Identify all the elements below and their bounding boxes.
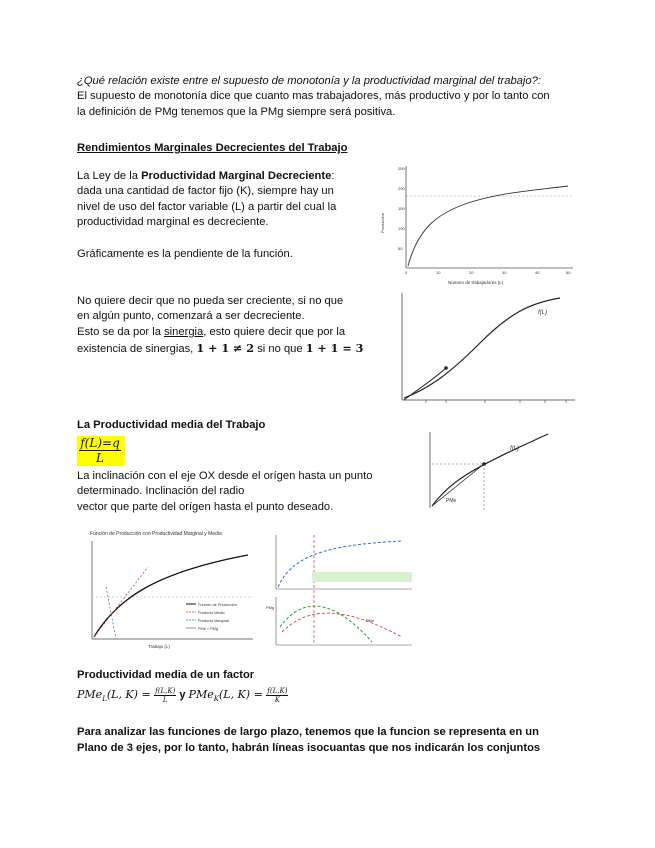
section1-p1-line4: productividad marginal es decreciente.: [77, 216, 269, 228]
figure-s-curve: [390, 288, 580, 414]
pme-l-fraction: [154, 687, 176, 704]
fig1-xtick: 30: [502, 270, 507, 275]
formula-denominator: L: [96, 451, 104, 465]
section1-p2: Gráficamente es la pendiente de la función.: [77, 248, 293, 260]
fig1-xlabel: Número de trabajadores (L): [448, 280, 504, 285]
pme-k-frac-num: f(L,K): [267, 686, 288, 695]
fig2-curve-label: f(L): [538, 310, 547, 316]
section1-p1-line2: dada una cantidad de factor fijo (K), siempre hay un: [77, 185, 334, 197]
fig5-label: PMe: [366, 618, 375, 623]
p1-text-post: :: [331, 170, 335, 182]
fig1-curve: [408, 186, 568, 266]
p3-line4-pre: existencia de sinergias,: [77, 343, 197, 355]
section2-heading: La Productividad media del Trabajo: [77, 419, 266, 431]
section1-heading: Rendimientos Marginales Decrecientes del Trabajo: [77, 142, 348, 154]
section1-p3-line1: No quiere decir que no pueda ser creciente, si no que: [77, 295, 344, 307]
fig4-xlabel: Trabajo (L): [148, 644, 170, 649]
fig1-ytick: 200: [398, 186, 405, 191]
figure-two-panel: [262, 527, 417, 650]
section1-p1-line3: nivel de uso del factor variable (L) a partir del cual la: [77, 201, 337, 213]
fig4-average-line: [94, 567, 148, 637]
pme-l-frac-den: L: [162, 695, 168, 704]
p3-text-pre: Esto se da por la: [77, 326, 165, 338]
fig4-legend-item: PMe = PMg: [198, 627, 218, 631]
pme-k-fraction: [266, 687, 288, 704]
fig2-tangent: [404, 368, 446, 400]
fig2-point: [444, 366, 448, 370]
section1-p3-line3: [77, 325, 345, 340]
fig5-pme-curve: [282, 613, 402, 637]
pme-k-frac-den: K: [274, 695, 280, 704]
fig3-curve-label: f(L): [510, 446, 519, 452]
fig1-ytick: 150: [398, 206, 405, 211]
section2-p-line2: determinado. Inclinación del radio: [77, 485, 245, 497]
fig1-xtick: 40: [535, 270, 540, 275]
fig4-legend-item: Producto Marginal: [198, 619, 229, 623]
intro-question: ¿Qué relación existe entre el supuesto de monotonía y la productividad marginal del trabajo?:: [77, 75, 541, 87]
pme-l-args: (L, K) =: [106, 688, 155, 701]
formula-numerator: f(L)=q: [80, 436, 120, 450]
section3-heading: Productividad media de un factor: [77, 669, 255, 681]
p3-text-post: , esto quiere decir que por la: [203, 326, 346, 338]
pme-k-symbol: PMe: [188, 688, 214, 701]
fig3-ray: [432, 464, 484, 506]
p1-text-bold: Productividad Marginal Decreciente: [141, 170, 332, 182]
fig4-legend: [186, 603, 237, 631]
fig4-legend-item: Producto Medio: [198, 611, 225, 615]
fig5-band: [312, 572, 412, 582]
pme-l-symbol: PMe: [77, 688, 103, 701]
pme-k-subscript: K: [213, 695, 219, 704]
formula-highlight: [77, 436, 125, 466]
math-expr-1: 1 + 1 ≠ 2: [196, 341, 255, 355]
p1-text-pre: La Ley de la: [77, 170, 142, 182]
section1-p1-line1: [77, 169, 334, 184]
pme-formula: [77, 684, 288, 706]
section1-p3-line4: [77, 341, 363, 357]
fig5-pmg-curve: [280, 606, 372, 642]
pme-k-args: (L, K) =: [218, 688, 267, 701]
section2-p-line3: vector que parte del orígen hasta el punto deseado.: [77, 501, 334, 513]
section2-p-line1: La inclinación con el eje OX desde el orígen hasta un punto: [77, 470, 373, 482]
fig3-curve: [432, 434, 548, 506]
fig4-title: Función de Producción con Productividad Marginal y Media: [90, 531, 222, 537]
fig1-xtick: 50: [566, 270, 571, 275]
figure-production-marginal-average: [78, 527, 258, 650]
fig1-ytick: 250: [398, 166, 405, 171]
formula-conjunction: y: [176, 689, 189, 701]
fig1-ylabel: Producción: [380, 212, 385, 233]
math-expr-2: 1 + 1 = 3: [305, 341, 364, 355]
fig4-production-curve: [94, 555, 248, 637]
fig1-xtick: 10: [436, 270, 441, 275]
fig3-ray-label: PMe: [446, 498, 457, 504]
p3-line4-mid: si no que: [254, 343, 306, 355]
intro-answer-line2: la definición de PMg tenemos que la PMg siempre será positiva.: [77, 106, 396, 118]
fig4-marginal-line: [106, 587, 116, 639]
intro-answer-line1: El supuesto de monotonía dice que cuanto mas trabajadores, más productivo y por lo tanto con: [77, 90, 550, 102]
fig4-legend-item: Función de Producción: [198, 603, 237, 607]
fig2-xticks: [426, 400, 566, 403]
fig5-label: PMg: [266, 605, 275, 610]
pme-l-frac-num: f(L,K): [155, 686, 176, 695]
closing-line1: Para analizar las funciones de largo plazo, tenemos que la funcion se representa en un: [77, 726, 539, 738]
fig3-point: [482, 462, 486, 466]
figure-production-function: [378, 158, 578, 288]
closing-line2: Plano de 3 ejes, por lo tanto, habrán líneas isocuantas que nos indicarán los conjuntos: [77, 742, 541, 754]
figure-average-productivity: [418, 428, 578, 518]
pme-l-subscript: L: [102, 695, 107, 704]
fig1-ytick: 100: [398, 226, 405, 231]
fig1-xtick: 20: [469, 270, 474, 275]
fig1-ytick: 50: [398, 246, 403, 251]
fig1-xtick: 0: [405, 270, 408, 275]
sinergia-link[interactable]: sinergia: [164, 326, 204, 338]
section1-p3-line2: en algún punto, comenzará a ser decreciente.: [77, 310, 305, 322]
